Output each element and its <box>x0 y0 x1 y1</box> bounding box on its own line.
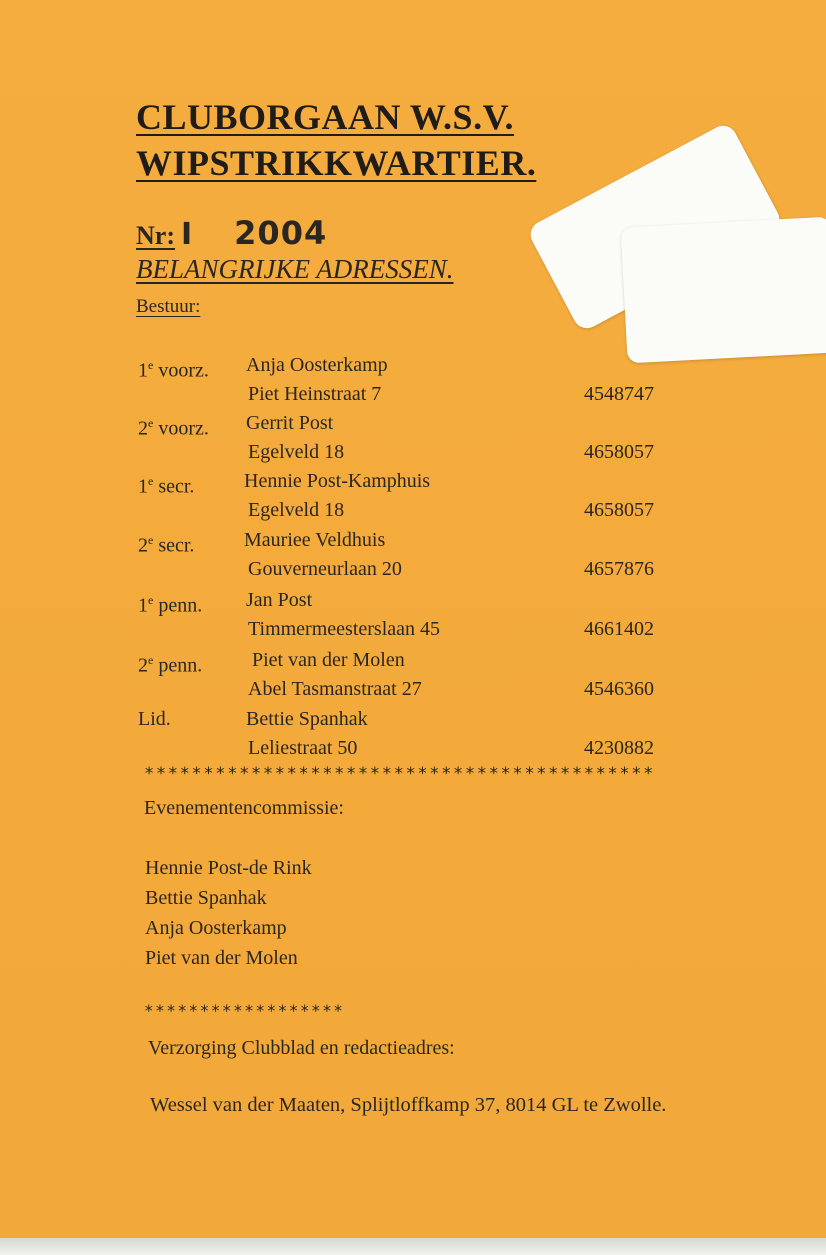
board-name: Piet van der Molen <box>252 649 405 671</box>
board-row <box>138 645 698 675</box>
clubblad-heading: Verzorging Clubblad en redactieadres: <box>148 1037 455 1059</box>
page-subtitle: BELANGRIJKE ADRESSEN. <box>136 254 454 284</box>
committee-member: Bettie Spanhak <box>145 887 267 909</box>
board-phone: 4658057 <box>584 499 654 521</box>
board-address: Leliestraat 50 <box>248 737 358 759</box>
board-row <box>138 350 698 380</box>
bestuur-heading: Bestuur: <box>136 296 201 317</box>
board-address: Piet Heinstraat 7 <box>248 383 382 405</box>
board-address: Egelveld 18 <box>248 441 345 463</box>
clubblad-address: Wessel van der Maaten, Splijtloffkamp 37, 8014 GL te Zwolle. <box>150 1094 667 1116</box>
board-row <box>138 585 698 615</box>
title-line-2: WIPSTRIKKWARTIER. <box>136 143 537 183</box>
board-row <box>138 437 698 467</box>
committee-member: Piet van der Molen <box>145 947 298 969</box>
issue-label: Nr: <box>136 221 175 250</box>
board-address: Gouverneurlaan 20 <box>248 558 402 580</box>
issue-year: 2004 <box>234 214 328 252</box>
board-phone: 4661402 <box>584 618 654 640</box>
board-name: Gerrit Post <box>246 412 334 434</box>
page-bottom-edge <box>0 1238 826 1255</box>
board-row <box>138 614 698 644</box>
board-row <box>138 554 698 584</box>
board-name: Hennie Post-Kamphuis <box>244 470 431 492</box>
board-role: 2e voorz. <box>138 416 209 440</box>
board-role: 2e secr. <box>138 533 195 557</box>
board-phone: 4546360 <box>584 678 654 700</box>
board-row <box>138 379 698 409</box>
committee-member: Anja Oosterkamp <box>145 917 287 939</box>
board-name: Mauriee Veldhuis <box>244 529 386 551</box>
paper-sticker <box>621 217 826 364</box>
divider-short: ****************** <box>144 1001 345 1020</box>
issue-number: I <box>180 217 193 252</box>
evenementencommissie-heading: Evenementencommissie: <box>144 797 344 819</box>
board-address: Abel Tasmanstraat 27 <box>248 678 422 700</box>
board-row <box>138 495 698 525</box>
board-phone: 4657876 <box>584 558 654 580</box>
board-phone: 4658057 <box>584 441 654 463</box>
board-row <box>138 408 698 438</box>
board-row <box>138 733 698 763</box>
board-role: Lid. <box>138 708 171 730</box>
board-address: Egelveld 18 <box>248 499 345 521</box>
board-row <box>138 525 698 555</box>
board-role: 1e penn. <box>138 593 203 617</box>
board-phone: 4230882 <box>584 737 654 759</box>
board-row <box>138 466 698 496</box>
divider-long: ******************************************* <box>144 764 656 784</box>
board-name: Jan Post <box>246 589 313 611</box>
issue-line <box>136 214 327 252</box>
committee-member: Hennie Post-de Rink <box>145 857 312 879</box>
board-name: Anja Oosterkamp <box>246 354 388 376</box>
board-role: 1e voorz. <box>138 358 209 382</box>
board-address: Timmermeesterslaan 45 <box>248 618 441 640</box>
board-row <box>138 704 698 734</box>
board-role: 1e secr. <box>138 474 195 498</box>
board-name: Bettie Spanhak <box>246 708 368 730</box>
title-line-1: CLUBORGAAN W.S.V. <box>136 97 514 137</box>
board-phone: 4548747 <box>584 383 654 405</box>
board-role: 2e penn. <box>138 653 203 677</box>
board-row <box>138 674 698 704</box>
